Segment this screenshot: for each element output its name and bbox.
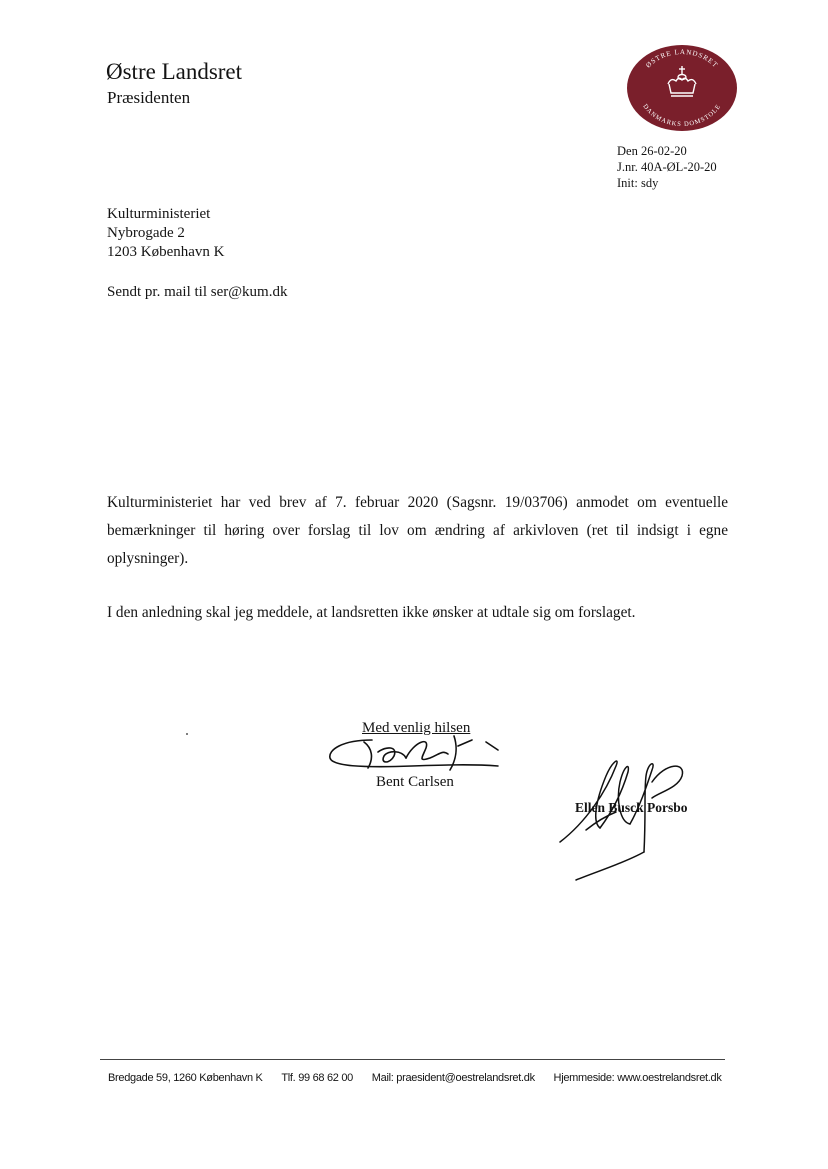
department-title: Præsidenten [107,88,191,107]
recipient-city: 1203 København K [107,244,225,260]
closing-greeting: Med venlig hilsen [362,720,471,736]
body-paragraph-1: Kulturministeriet har ved brev af 7. februar 2020 (Sagsnr. 19/03706) anmodet om eventuelle bemærkninger til høring over forslag til lov om ændring af arkivloven (ret til indsigt i egne oplysninger). [107,494,728,567]
recipient-address [107,205,224,262]
footer-address: Bredgade 59, 1260 København K [108,1072,263,1084]
footer [100,1069,725,1087]
handwritten-signature-2 [556,752,696,884]
recipient-street: Nybrogade 2 [107,225,185,241]
signatory-name-1: Bent Carlsen [376,774,454,790]
letter-date: Den 26-02-20 [617,144,687,158]
court-seal-logo [626,44,738,132]
reference-block [617,143,717,191]
court-name: Østre Landsret [106,59,243,84]
svg-text:DANMARKS DOMSTOLE: DANMARKS DOMSTOLE [641,102,723,129]
footer-phone: Tlf. 99 68 62 00 [281,1072,354,1084]
footer-mail: Mail: praesident@oestrelandsret.dk [371,1072,535,1084]
stray-dot [186,733,188,735]
initials: Init: sdy [617,176,659,190]
handwritten-signature-1 [322,728,504,786]
body-paragraph-2: I den anledning skal jeg meddele, at landsretten ikke ønsker at udtale sig om forslaget. [107,604,636,621]
seal-background [627,45,737,131]
footer-divider [100,1059,725,1060]
svg-text:ØSTRE LANDSRET: ØSTRE LANDSRET [644,47,720,70]
case-number: J.nr. 40A-ØL-20-20 [617,160,717,174]
footer-website: Hjemmeside: www.oestrelandsret.dk [553,1072,722,1084]
recipient-name: Kulturministeriet [107,206,211,222]
sent-by-mail-note: Sendt pr. mail til ser@kum.dk [107,284,288,300]
signatory-name-2: Ellen Busck Porsbo [575,800,688,815]
